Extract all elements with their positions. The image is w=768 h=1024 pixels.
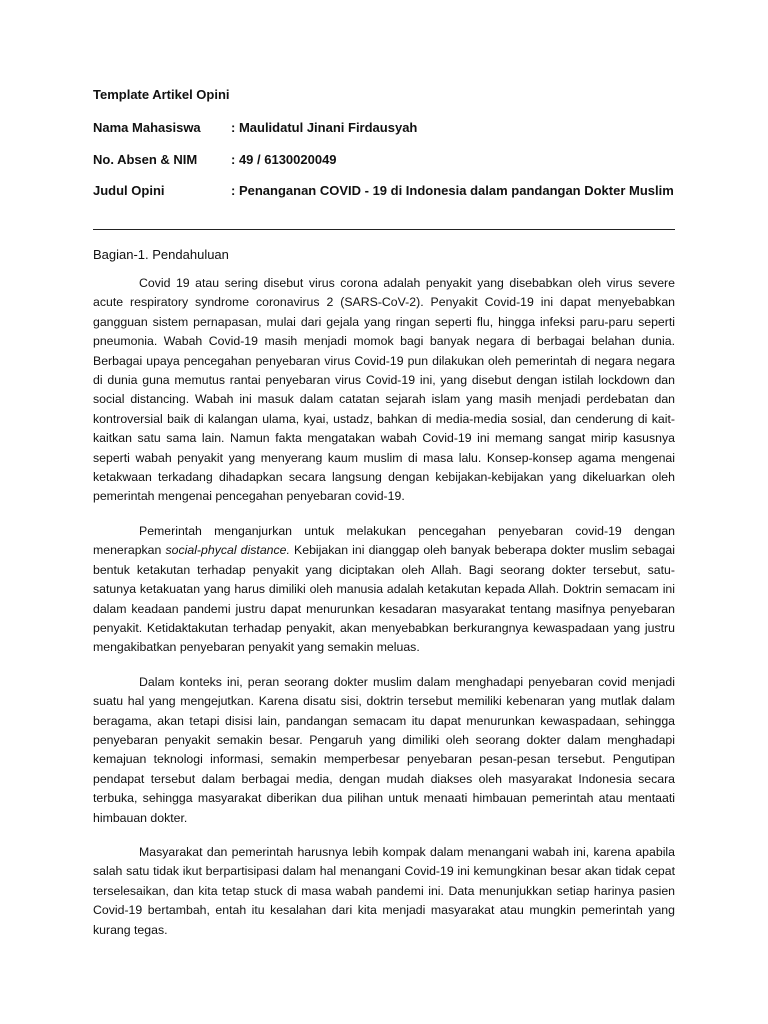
paragraph-2-start: Pemerintah menganjurkan untuk melakukan pencegahan penyebaran covid-19 dengan menerapkan [93,523,675,558]
paragraph-4: Masyarakat dan pemerintah harusnya lebih kompak dalam menangani wabah ini, karena apabila salah satu tidak ikut berpartisipasi dalam hal menangani Covid-19 ini kemungkinan besar akan tidak cepat terselesaikan, dan kita tetap stuck di masa wabah pandemi ini. Data menunjukkan setiap harinya pasien Covid-19 bertambah, entah itu kesalahan dari kita menjadi masyarakat atau mungkin pemerintah yang kurang tegas. [93,844,675,937]
article-body [93,274,675,955]
paragraph-2-italic-term: social-phycal distance. [165,543,290,558]
document-title: Template Artikel Opini [93,87,230,102]
horizontal-divider [93,229,675,230]
paragraph-1: Covid 19 atau sering disebut virus corona adalah penyakit yang disebabkan oleh virus severe acute respiratory syndrome coronavirus 2 (SARS-CoV-2). Penyakit Covid-19 ini dapat menyebabkan gangguan sistem pernapasan, mulai dari gejala yang ringan seperti flu, hingga infeksi paru-paru seperti pneumonia. Wabah Covid-19 masih menjadi momok bagi banyak negara di berbagai belahan dunia. Berbagai upaya pencegahan penyebaran virus Covid-19 pun dilakukan oleh pemerintah di negara negara di dunia guna memutus rantai penyebaran virus Covid-19 ini, yang disebut dengan istilah lockdown dan social distancing. Wabah ini masuk dalam catatan sejarah islam yang masih menjadi perdebatan dan kontroversial baik di kalangan ulama, kyai, ustadz, bahkan di media-media sosial, dan cenderung di kait-kaitkan satu sama lain. Namun fakta mengatakan wabah Covid-19 ini memang sangat mirip kasusnya seperti wabah penyakit yang menyerang kaum muslim di masa lalu. Konsep-konsep agama mengenai ketakwaan terkadang dihadapkan secara langsung dengan kebijakan-kebijakan yang dikeluarkan oleh pemerintah mengenai pencegahan penyebaran covid-19. [93,276,675,504]
meta-value-name: : Maulidatul Jinani Firdausyah [231,120,418,135]
meta-value-title: : Penanganan COVID - 19 di Indonesia dalam pandangan Dokter Muslim [231,183,674,198]
paragraph-2 [93,522,675,658]
meta-label-nim: No. Absen & NIM [93,152,198,167]
section-heading: Bagian-1. Pendahuluan [93,247,229,262]
meta-label-name: Nama Mahasiswa [93,120,201,135]
meta-label-title: Judul Opini [93,183,165,198]
paragraph-2-end: Kebijakan ini dianggap oleh banyak beberapa dokter muslim sebagai bentuk ketakutan terhadap penyakit yang diciptakan oleh Allah. Bagi seorang dokter tersebut, satu-satunya ketakuatan yang harus dimiliki oleh manusia adalah ketakutan kepada Allah. Doktrin semacam ini dalam keadaan pandemi justru dapat menurunkan kesadaran masyarakat tentang masifnya penyebaran penyakit. Ketidaktakutan terhadap penyakit, akan menyebabkan berkurangnya kewaspadaan yang justru mengakibatkan penyebaran penyakit yang semakin meluas. [93,543,675,655]
meta-value-nim: : 49 / 6130020049 [231,152,337,167]
paragraph-3: Dalam konteks ini, peran seorang dokter muslim dalam menghadapi penyebaran covid menjadi suatu hal yang mengejutkan. Karena disatu sisi, doktrin tersebut memiliki kebenaran yang mutlak dalam beragama, akan tetapi disisi lain, pandangan semacam itu dapat menurunkan kewaspadaan, sehingga penyebaran penyakit semakin besar. Pengaruh yang dimiliki oleh seorang dokter dalam menghadapi kemajuan teknologi informasi, semakin memperbesar penyebaran pesan-pesan tersebut. Pengutipan pendapat tersebut dalam berbagai media, dengan mudah diakses oleh masyarakat Indonesia secara terbuka, sehingga masyarakat diberikan dua pilihan untuk menaati himbauan pemerintah atau mentaati himbauan dokter. [93,674,675,825]
